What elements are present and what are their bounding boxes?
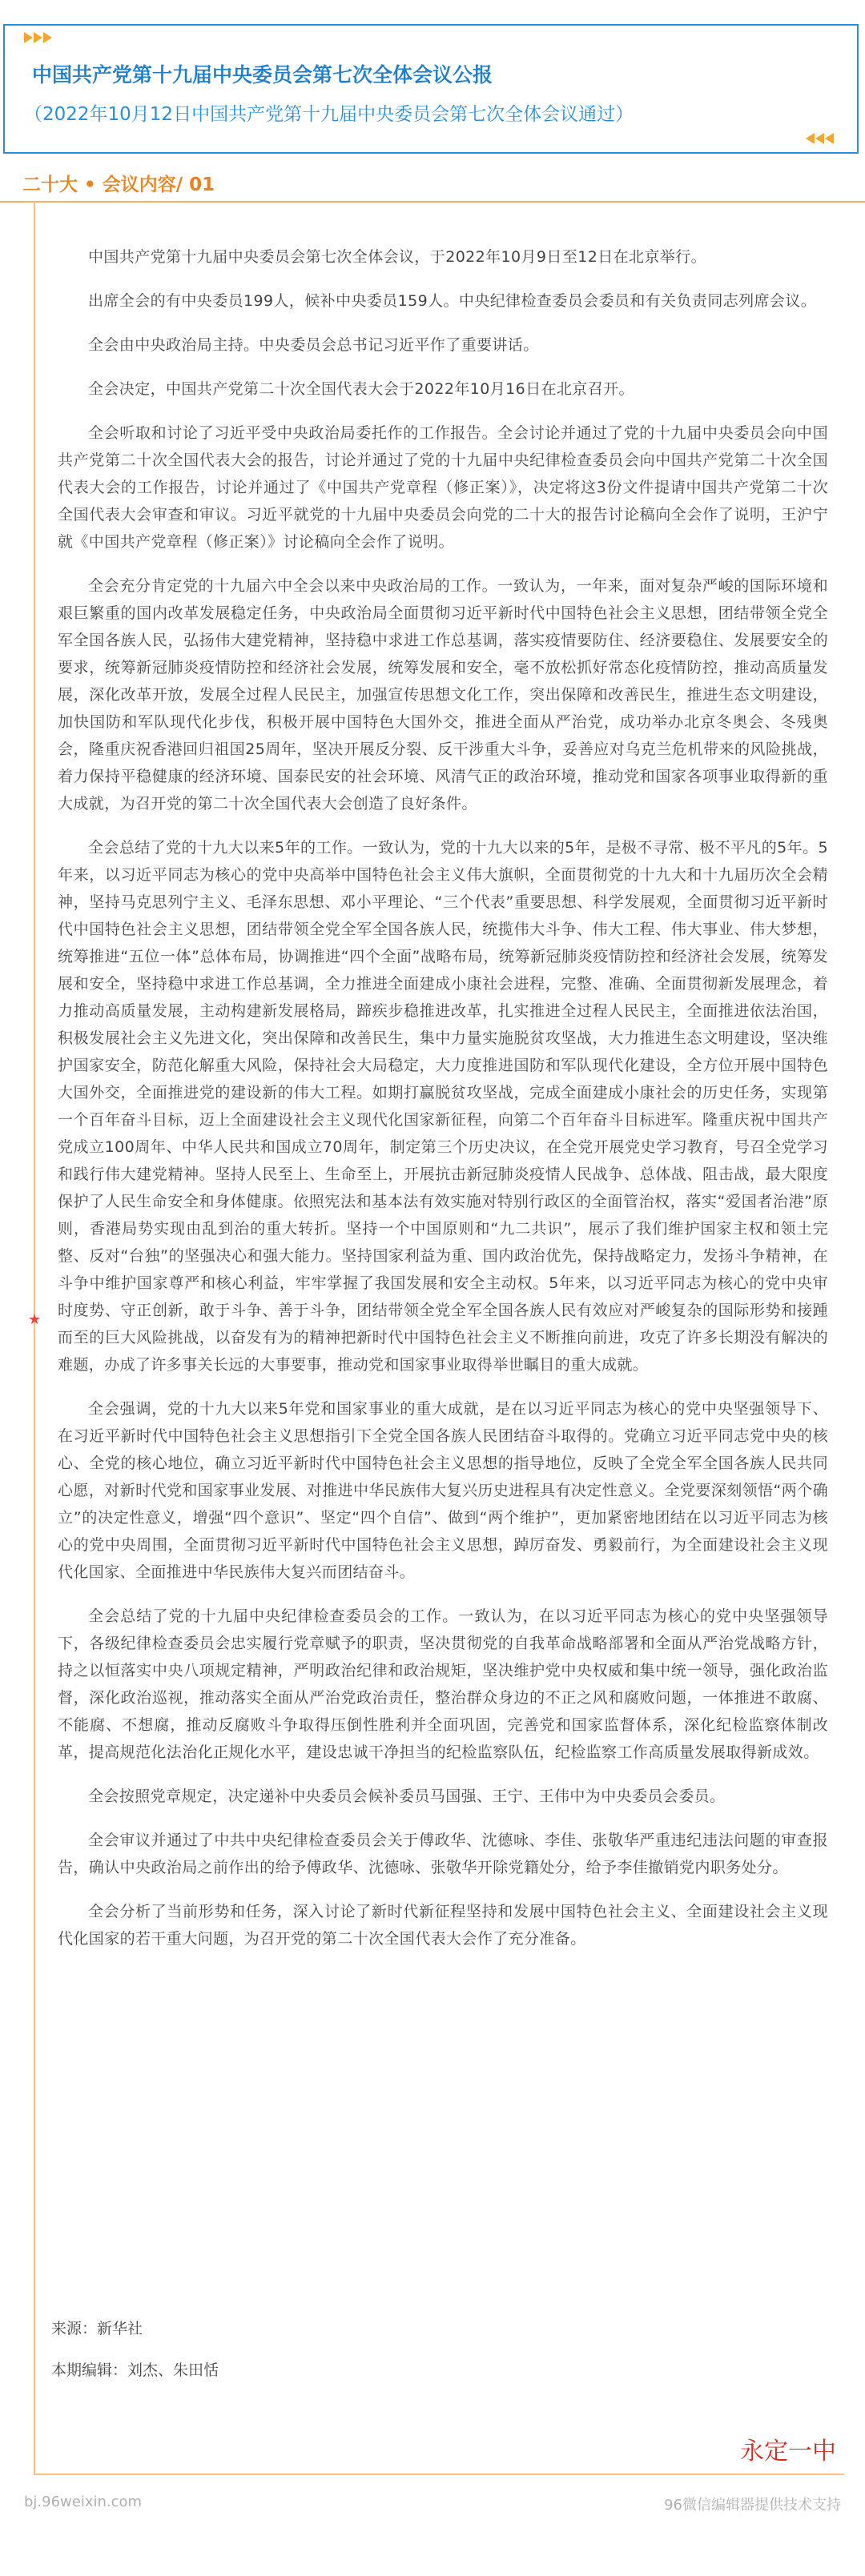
- section-label: 二十大 • 会议内容/ 01: [22, 175, 215, 195]
- title-box: [3, 24, 859, 154]
- paragraph: 全会听取和讨论了习近平受中央政治局委托作的工作报告。全会讨论并通过了党的十九届中央委员会向中国共产党第二十次全国代表大会的报告，讨论并通过了党的十九届中央纪律检查委员会向中国共产党第二十次全国代表大会的工作报告，讨论并通过了《中国共产党章程（修正案）》，决定将这3份文件提请中国共产党第二十次全国代表大会审查和审议。习近平就党的十九届中央委员会向党的二十大的报告讨论稿向全会作了说明，王沪宁就《中国共产党章程（修正案）》讨论稿向全会作了说明。: [58, 424, 828, 551]
- page-title: 中国共产党第十九届中央委员会第七次全体会议公报: [32, 63, 493, 86]
- article-meta: [51, 2315, 219, 2398]
- paragraph: 全会充分肯定党的十九届六中全会以来中央政治局的工作。一致认为，一年来，面对复杂严峻的国际环境和艰巨繁重的国内改革发展稳定任务，中央政治局全面贯彻习近平新时代中国特色社会主义思想，团结带领全党全军全国各族人民，弘扬伟大建党精神，坚持稳中求进工作总基调，落实疫情要防住、经济要稳住、发展要安全的要求，统筹新冠肺炎疫情防控和经济社会发展，统筹发展和安全，毫不放松抓好常态化疫情防控，推动高质量发展，深化改革开放，发展全过程人民民主，加强宣传思想文化工作，突出保障和改善民生，推进生态文明建设，加快国防和军队现代化步伐，积极开展中国特色大国外交，推进全面从严治党，成功举办北京冬奥会、冬残奥会，隆重庆祝香港回归祖国25周年，坚决开展反分裂、反干涉重大斗争，妥善应对乌克兰危机带来的风险挑战，着力保持平稳健康的经济环境、国泰民安的社会环境、风清气正的政治环境，推动党和国家各项事业取得新的重大成就，为召开党的第二十次全国代表大会创造了良好条件。: [58, 577, 828, 813]
- article-body: [58, 243, 828, 1969]
- editor-line: 本期编辑：刘杰、朱田恬: [51, 2361, 219, 2379]
- footer-credit: 96微信编辑器提供技术支持: [664, 2497, 841, 2514]
- paragraph: 全会决定，中国共产党第二十次全国代表大会于2022年10月16日在北京召开。: [88, 380, 634, 398]
- paragraph: 全会分析了当前形势和任务，深入讨论了新时代新征程坚持和发展中国特色社会主义、全面建设社会主义现代化国家的若干重大问题，为召开党的第二十次全国代表大会作了充分准备。: [58, 1903, 828, 1948]
- paragraph: 中国共产党第十九届中央委员会第七次全体会议，于2022年10月9日至12日在北京举行。: [88, 248, 706, 266]
- footer-domain: bj.96weixin.com: [24, 2494, 143, 2510]
- paragraph: 出席全会的有中央委员199人，候补中央委员159人。中央纪律检查委员会委员和有关负责同志列席会议。: [88, 292, 817, 310]
- paragraph: 全会审议并通过了中共中央纪律检查委员会关于傅政华、沈德咏、李佳、张敬华严重违纪违法问题的审查报告，确认中央政治局之前作出的给予傅政华、沈德咏、张敬华开除党籍处分，给予李佳撤销党内职务处分。: [58, 1832, 828, 1876]
- triangle-arrows-icon: [24, 32, 53, 43]
- page-subtitle: （2022年10月12日中国共产党第十九届中央委员会第七次全体会议通过）: [24, 104, 634, 125]
- star-icon: ★: [28, 1311, 42, 1328]
- paragraph: 全会强调，党的十九大以来5年党和国家事业的重大成就，是在以习近平同志为核心的党中央坚强领导下、在习近平新时代中国特色社会主义思想指引下全党全国各族人民团结奋斗取得的。党确立习近平同志党中央的核心、全党的核心地位，确立习近平新时代中国特色社会主义思想的指导地位，反映了全党全军全国各族人民共同心愿，对新时代党和国家事业发展、对推进中华民族伟大复兴历史进程具有决定性意义。全党要深刻领悟“两个确立”的决定性意义，增强“四个意识”、坚定“四个自信”、做到“两个维护”，更加紧密地团结在以习近平同志为核心的党中央周围，全面贯彻习近平新时代中国特色社会主义思想，踔厉奋发、勇毅前行，为全面建设社会主义现代化国家、全面推进中华民族伟大复兴而团结奋斗。: [58, 1400, 828, 1581]
- paragraph: 全会总结了党的十九大以来5年的工作。一致认为，党的十九大以来的5年，是极不寻常、极不平凡的5年。5年来，以习近平同志为核心的党中央高举中国特色社会主义伟大旗帜，全面贯彻党的十九大和十九届历次全会精神，坚持马克思列宁主义、毛泽东思想、邓小平理论、“三个代表”重要思想、科学发展观，全面贯彻习近平新时代中国特色社会主义思想，团结带领全党全军全国各族人民，统揽伟大斗争、伟大工程、伟大事业、伟大梦想，统筹推进“五位一体”总体布局，协调推进“四个全面”战略布局，统筹新冠肺炎疫情防控和经济社会发展，统筹发展和安全，坚持稳中求进工作总基调，全力推进全面建成小康社会进程，完整、准确、全面贯彻新发展理念，着力推动高质量发展，主动构建新发展格局，蹄疾步稳推进改革，扎实推进全过程人民民主，全面推进依法治国，积极发展社会主义先进文化，突出保障和改善民生，集中力量实施脱贫攻坚战，大力推进生态文明建设，坚决维护国家安全，防范化解重大风险，保持社会大局稳定，大力度推进国防和军队现代化建设，全方位开展中国特色大国外交，全面推进党的建设新的伟大工程。如期打赢脱贫攻坚战，完成全面建成小康社会的历史任务，实现第一个百年奋斗目标，迈上全面建设社会主义现代化国家新征程，向第二个百年奋斗目标进军。隆重庆祝中国共产党成立100周年、中华人民共和国成立70周年，制定第三个历史决议，在全党开展党史学习教育，号召全党学习和践行伟大建党精神。坚持人民至上、生命至上，开展抗击新冠肺炎疫情人民战争、总体战、阻击战，最大限度保护了人民生命安全和身体健康。依照宪法和基本法有效实施对特别行政区的全面管治权，落实“爱国者治港”原则，香港局势实现由乱到治的重大转折。坚持一个中国原则和“九二共识”，展示了我们维护国家主权和领土完整、反对“台独”的坚强决心和强大能力。坚持国家利益为重、国内政治优先，保持战略定力，发扬斗争精神，在斗争中维护国家尊严和核心利益，牢牢掌握了我国发展和安全主动权。5年来，以习近平同志为核心的党中央审时度势、守正创新，敢于斗争、善于斗争，团结带领全党全军全国各族人民有效应对严峻复杂的国际形势和接踵而至的巨大风险挑战，以奋发有为的精神把新时代中国特色社会主义不断推向前进，攻克了许多长期没有解决的难题，办成了许多事关长远的大事要事，推动党和国家事业取得举世瞩目的重大成就。: [58, 839, 828, 1374]
- source-line: 来源：新华社: [51, 2320, 143, 2337]
- paragraph: 全会由中央政治局主持。中央委员会总书记习近平作了重要讲话。: [88, 336, 539, 354]
- school-signature: 永定一中: [740, 2438, 836, 2466]
- paragraph: 全会按照党章规定，决定递补中央委员会候补委员马国强、王宁、王伟中为中央委员会委员。: [88, 1788, 726, 1805]
- paragraph: 全会总结了党的十九届中央纪律检查委员会的工作。一致认为，在以习近平同志为核心的党中央坚强领导下，各级纪律检查委员会忠实履行党章赋予的职责，坚决贯彻党的自我革命战略部署和全面从严治党战略方针，持之以恒落实中央八项规定精神，严明政治纪律和政治规矩，坚决维护党中央权威和集中统一领导，强化政治监督，深化政治巡视，推动落实全面从严治党政治责任，整治群众身边的不正之风和腐败问题，一体推进不敢腐、不能腐、不想腐，推动反腐败斗争取得压倒性胜利并全面巩固，完善党和国家监督体系，深化纪检监察体制改革，提高规范化法治化正规化水平，建设忠诚干净担当的纪检监察队伍，纪检监察工作高质量发展取得新成效。: [58, 1607, 828, 1761]
- triangle-arrows-icon: [806, 133, 835, 144]
